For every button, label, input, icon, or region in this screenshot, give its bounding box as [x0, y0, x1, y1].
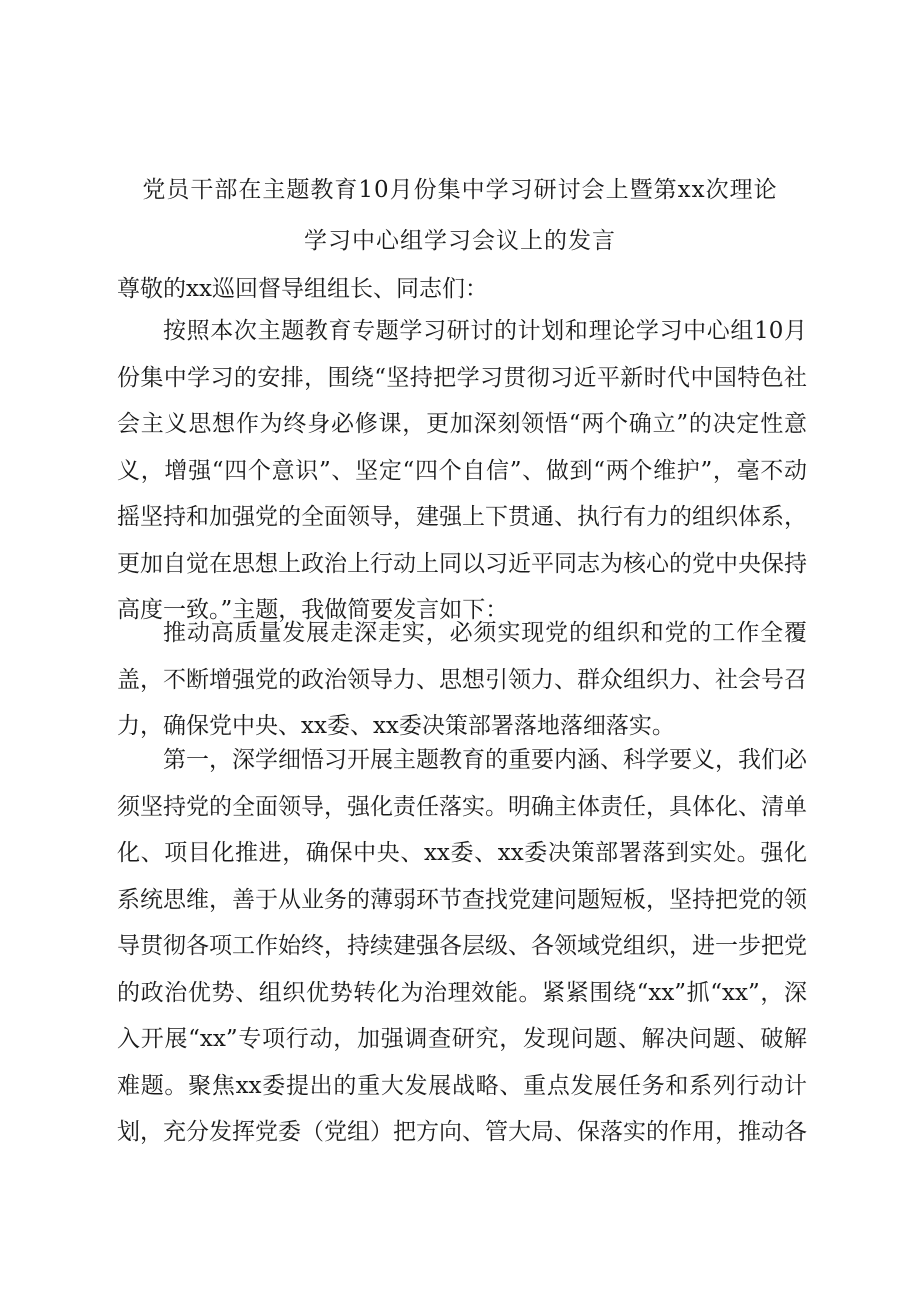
- paragraph-first-point: 第一，深学细悟习开展主题教育的重要内涵、科学要义，我们必须坚持党的全面领导，强化责任落实。明确主体责任，具体化、清单化、项目化推进，确保中央、xx委、xx委决策部署落到实处。强化系统思维，善于从业务的薄弱环节查找党建问题短板，坚持把党的领导贯彻各项工作始终，持续建强各层级、各领域党组织，进一步把党的政治优势、组织优势转化为治理效能。紧紧围绕“xx”抓“xx”，深入开展“xx”专项行动，加强调查研究，发现问题、解决问题、破解难题。聚焦xx委提出的重大发展战略、重点发展任务和系列行动计划，充分发挥党委（党组）把方向、管大局、保落实的作用，推动各: [117, 747, 807, 1145]
- paragraph-development: 推动高质量发展走深走实，必须实现党的组织和党的工作全覆盖，不断增强党的政治领导力、思想引领力、群众组织力、社会号召力，确保党中央、xx委、xx委决策部署落地落细落实。: [117, 620, 807, 739]
- salutation: 尊敬的xx巡回督导组组长、同志们：: [117, 276, 488, 302]
- document-title-line-2: 学习中心组学习会议上的发言: [304, 228, 616, 254]
- paragraph-intro: 按照本次主题教育专题学习研讨的计划和理论学习中心组10月份集中学习的安排，围绕“坚持把学习贯彻习近平新时代中国特色社会主义思想作为终身必修课，更加深刻领悟“两个确立”的决定性意义，增强“四个意识”、坚定“四个自信”、做到“两个维护”，毫不动摇坚持和加强党的全面领导，建强上下贯通、执行有力的组织体系，更加自觉在思想上政治上行动上同以习近平同志为核心的党中央保持高度一致。”主题，我做简要发言如下：: [117, 318, 807, 623]
- document-title-line-1: 党员干部在主题教育10月份集中学习研讨会上暨第xx次理论: [142, 177, 778, 203]
